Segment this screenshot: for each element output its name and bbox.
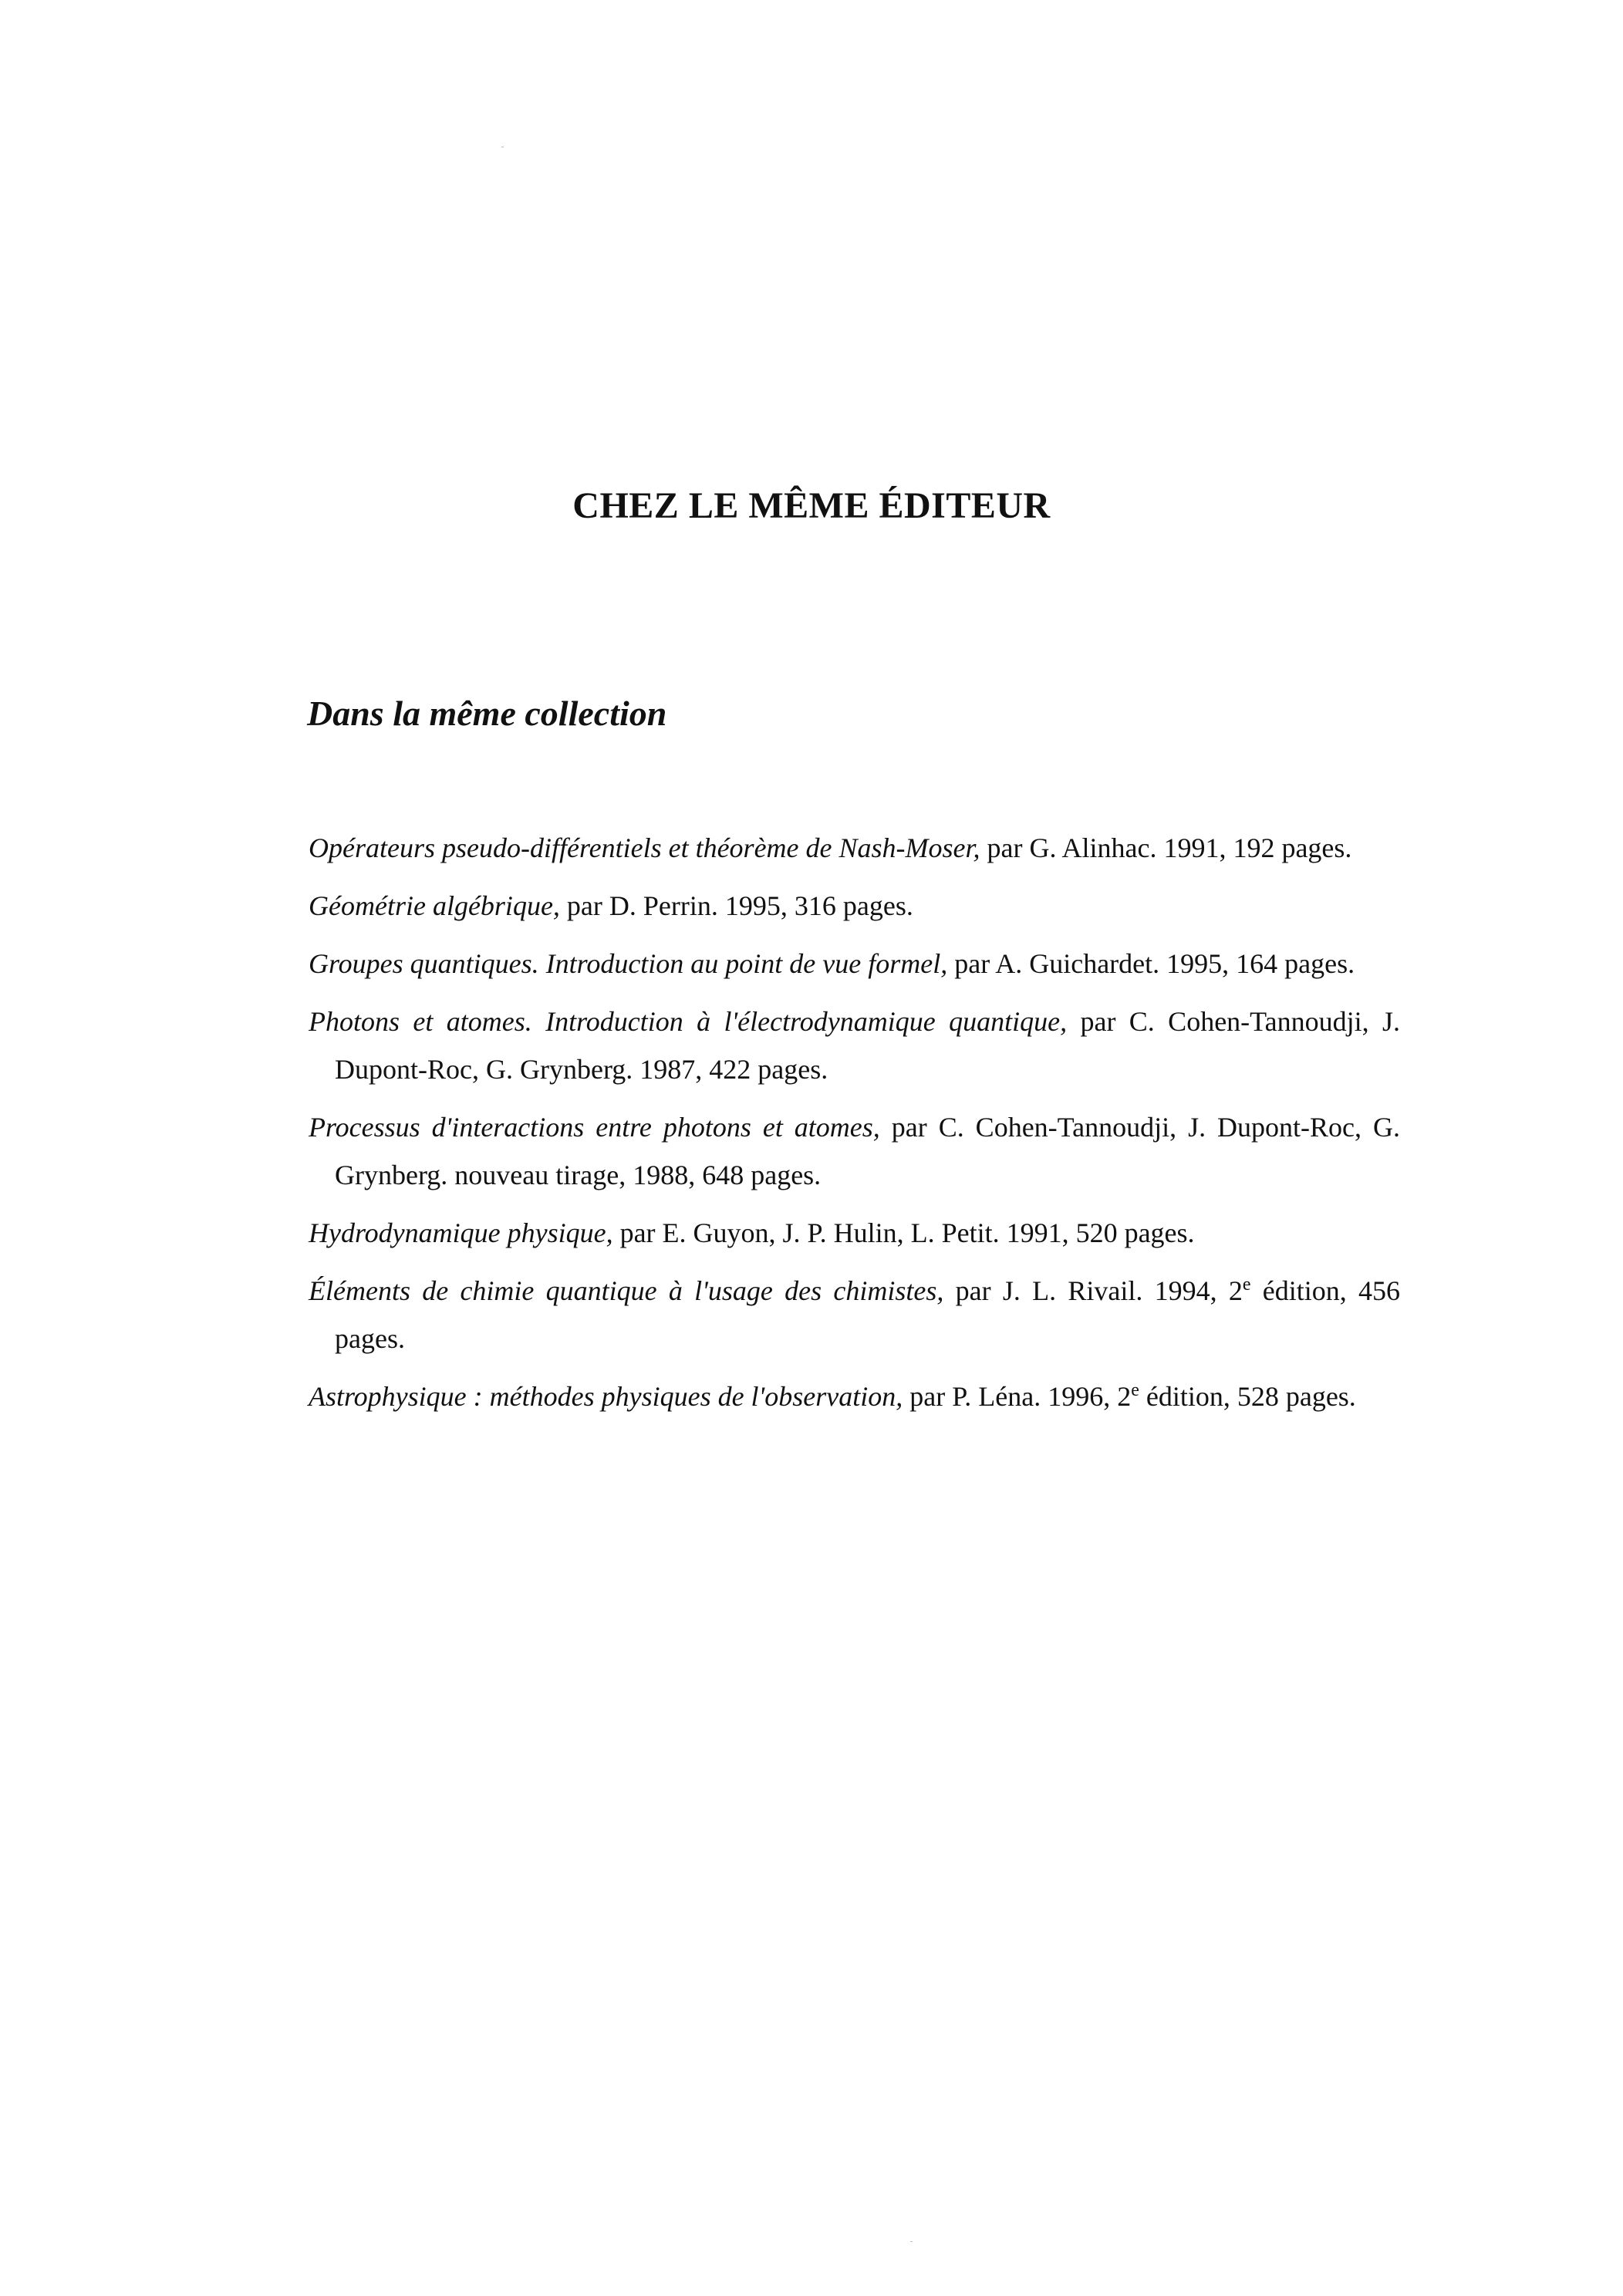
book-details: par J. L. Rivail. 1994, 2 [943,1275,1243,1306]
page-heading: CHEZ LE MÊME ÉDITEUR [572,485,1051,526]
section-title: Dans la même collection [307,694,667,733]
book-title: Éléments de chimie quantique à l'usage des chimistes, [309,1275,944,1306]
book-title: Astrophysique : méthodes physiques de l'observation, [309,1381,903,1412]
book-entry [309,1209,1400,1257]
book-title: Groupes quantiques. Introduction au point de vue formel, [309,948,948,979]
book-entry [309,998,1400,1093]
book-entry [309,940,1400,988]
book-details: par E. Guyon, J. P. Hulin, L. Petit. 1991, 520 pages. [612,1217,1195,1248]
book-details: par D. Perrin. 1995, 316 pages. [559,890,913,921]
book-details: édition, 528 pages. [1139,1381,1356,1412]
book-details: par P. Léna. 1996, 2 [903,1381,1132,1412]
book-entry [309,1267,1400,1362]
book-details: par C. Cohen-Tannoudji, J. Dupont-Roc, G. Grynberg. 1987, 422 pages. [335,1006,1400,1085]
scan-speck [910,2241,913,2242]
book-title: Processus d'interactions entre photons et atomes, [309,1112,880,1143]
book-details: par G. Alinhac. 1991, 192 pages. [980,832,1352,863]
book-entry [309,824,1400,872]
book-details: par C. Cohen-Tannoudji, J. Dupont-Roc, G. Grynberg. nouveau tirage, 1988, 648 pages. [335,1112,1401,1190]
book-title: Géométrie algébrique, [309,890,560,921]
book-title: Hydrodynamique physique, [309,1217,613,1248]
book-list [309,824,1400,1430]
book-details: édition, 456 pages. [335,1275,1401,1354]
book-details: par A. Guichardet. 1995, 164 pages. [947,948,1355,979]
book-entry [309,1103,1400,1199]
book-entry [309,1373,1400,1420]
book-title: Photons et atomes. Introduction à l'électrodynamique quantique, [309,1006,1068,1037]
edition-superscript: e [1242,1275,1251,1295]
edition-superscript: e [1131,1380,1139,1400]
book-title: Opérateurs pseudo-différentiels et théorème de Nash-Moser, [309,832,980,863]
book-entry [309,882,1400,930]
